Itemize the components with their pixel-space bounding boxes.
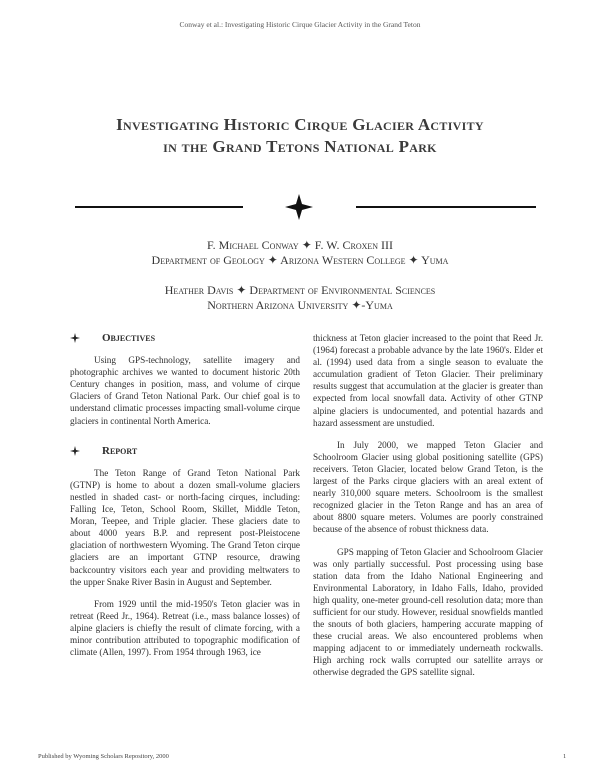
divider-rule-right: [356, 206, 536, 208]
report-paragraph-2: From 1929 until the mid-1950's Teton glacier was in retreat (Reed Jr., 1964). Retreat (i.e., mass balance losses) of alpine glaciers is chiefly the result of climate forcing, with a minor contribution attributed to topographic modification of climate (Allen, 1997). From 1954 through 1963, ice: [70, 598, 300, 658]
right-column: [313, 332, 543, 689]
left-column: [70, 332, 300, 668]
objectives-heading-text: Objectives: [102, 332, 156, 344]
title-divider: [0, 194, 600, 220]
four-point-star-icon: [285, 194, 313, 220]
report-paragraph-1: The Teton Range of Grand Teton National Park (GTNP) is home to about a dozen small-volume glaciers nestled in shaded cast- or north-facing cirques, including: Falling Ice, Teton, School Room, Skillet, Middle Teton, Moran, Teepee, and Triple glacier. These glaciers date to about 4000 years B.P. and represent post-Pleistocene glaciation of northwestern Wyoming. The Grand Teton cirque glaciers are an important GTNP resource, drawing backcountry visitors each year and providing meltwaters to the upper Snake River Basin in August and September.: [70, 467, 300, 587]
report-paragraph-3: thickness at Teton glacier increased to the point that Reed Jr. (1964) forecast a probable advance by the late 1960's. Elder et al. (1994) used data from a single season to evaluate the accumulation gradient of Teton Glacier. Their preliminary results suggest that accumulation at the glacier is greater than expected from local snowfall data. Activity of other GTNP alpine glaciers is undocumented, and potential hazards and hazard assessment are unstudied.: [313, 333, 543, 428]
report-heading-text: Report: [102, 444, 138, 457]
report-paragraph-4: In July 2000, we mapped Teton Glacier and Schoolroom Glacier using global positioning satellite (GPS) receivers. Teton Glacier, located below Grand Teton, is the largest of the Parks cirque glaciers with an areal extent of nearly 310,000 square meters. Schoolroom is the smallest recognized glacier in the Teton Range and has an area of about 8800 square meters. Volumes are poorly constrained because of the absence of robust thickness data.: [313, 439, 543, 535]
title-line-2: in the Grand Tetons National Park: [163, 137, 437, 156]
report-paragraph-5: GPS mapping of Teton Glacier and Schoolroom Glacier was only partially successful. Post processing using base station data from the Idaho National Engineering and Environmental Laboratory, in Idaho Falls, Idaho, provided high quality, one-meter ground-cell resolution data; more than sufficient for our study. However, residual snowfields mantled the snouts of both glaciers, hampering accurate mapping of these crucial areas. We also encountered problems when mapping adjacent to or immediately underneath rockwalls. High arching rock walls corrupted our satellite arrays or otherwise degraded the GPS satellite signal.: [313, 546, 543, 678]
author-affiliation-2: Northern Arizona University ✦-Yuma: [207, 298, 393, 312]
footer-page-number: 1: [563, 753, 567, 760]
author-block-2: [40, 283, 560, 313]
author-block-1: [40, 238, 560, 268]
author-names-1: F. Michael Conway ✦ F. W. Croxen III: [206, 238, 394, 252]
author-affiliation-1: Department of Geology ✦ Arizona Western College ✦ Yuma: [151, 253, 449, 267]
report-heading: [70, 445, 300, 457]
footer-publisher: Published by Wyoming Scholars Repository, 2000: [38, 753, 169, 760]
objectives-heading: [70, 332, 300, 344]
four-point-star-icon: [70, 446, 80, 456]
running-header: Conway et al.: Investigating Historic Cirque Glacier Activity in the Grand Teton: [179, 20, 421, 29]
author-names-2: Heather Davis ✦ Department of Environmental Sciences: [164, 283, 436, 297]
four-point-star-icon: [70, 333, 80, 343]
objectives-paragraph: Using GPS-technology, satellite imagery and photographic archives we wanted to document historic 20th Century changes in position, mass, and volume of cirque Glaciers of Grand Teton National Park. Our chief goal is to understand climatic processes impacting small-volume cirque glaciers in continental North America.: [70, 355, 300, 426]
divider-rule-left: [75, 206, 243, 208]
paper-title: [40, 114, 560, 158]
title-line-1: Investigating Historic Cirque Glacier Activity: [116, 115, 484, 134]
